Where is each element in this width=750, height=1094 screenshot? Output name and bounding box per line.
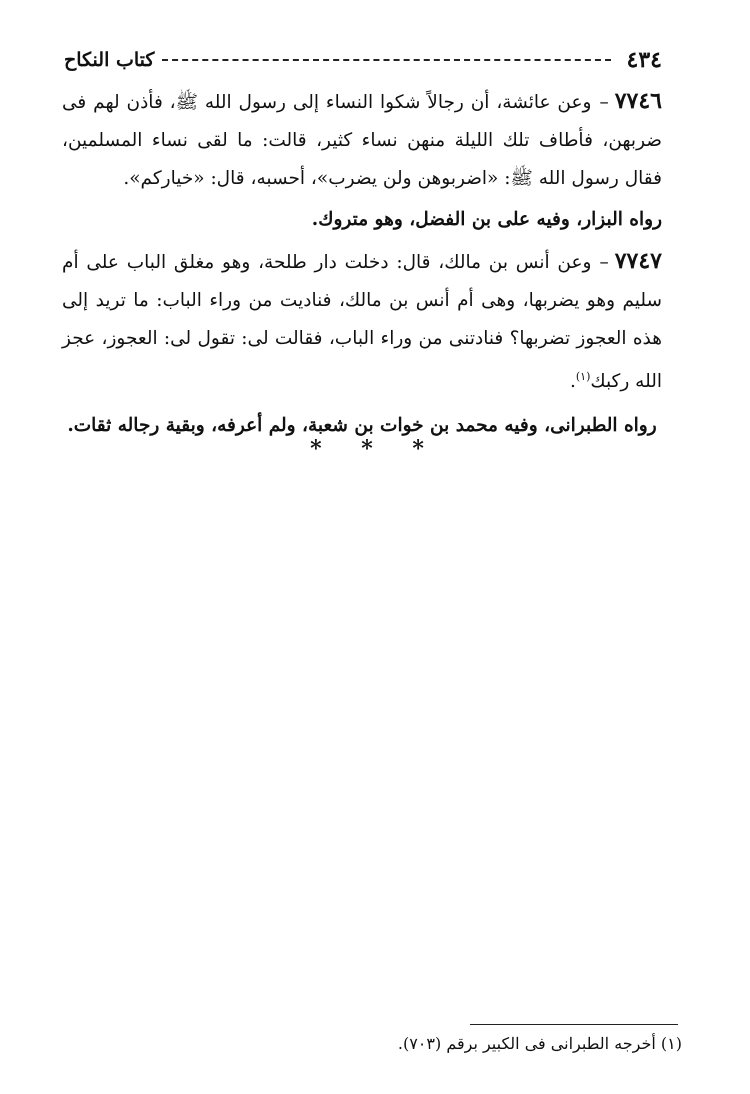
hadith-narration: رواه البزار، وفيه على بن الفضل، وهو متروك.: [311, 209, 662, 230]
hadith-dash: –: [599, 92, 609, 113]
footnote-reference[interactable]: (١): [575, 370, 591, 383]
page-header: [64, 44, 662, 76]
hadith-7746: [62, 82, 662, 198]
hadith-text: وعن عائشة، أن رجالاً شكوا النساء إلى رسول الله ﷺ، فأذن لهم فى ضربهن، فأطاف تلك الليلة منهن نساء كثير، قالت: ما لقى نساء المسلمين، فقال رسول الله ﷺ: «اضربوهن ولن يضرب»، أحسبه، قال: «خياركم».: [62, 92, 662, 189]
section-separator: * * *: [310, 436, 440, 462]
page-body: [62, 82, 662, 448]
header-rule: [162, 59, 610, 61]
hadith-text: وعن أنس بن مالك، قال: دخلت دار طلحة، وهو مغلق الباب على أم سليم وهو يضربها، وهى أم أنس بن مالك، فناديت من وراء الباب: ما تريد إلى هذه العجوز تضربها؟ فنادتنى من وراء الباب، فقالت لى: تقول لى: العجوز، عجز الله ركبك: [62, 252, 662, 393]
hadith-number: ٧٧٤٧: [614, 248, 662, 274]
page-number: ٤٣٤: [626, 47, 662, 73]
footnote-rule: [470, 1024, 678, 1025]
hadith-end-period: .: [569, 371, 576, 393]
hadith-narration: رواه الطبرانى، وفيه محمد بن خوات بن شعبة، ولم أعرفه، وبقية رجاله ثقات.: [67, 415, 657, 437]
hadith-7747: [62, 242, 662, 401]
hadith-dash: –: [599, 252, 609, 273]
book-title: كتاب النكاح: [64, 49, 155, 71]
footnote: (١) أخرجه الطبرانى فى الكبير برقم (٧٠٣).: [397, 1034, 682, 1053]
hadith-number: ٧٧٤٦: [614, 88, 662, 114]
